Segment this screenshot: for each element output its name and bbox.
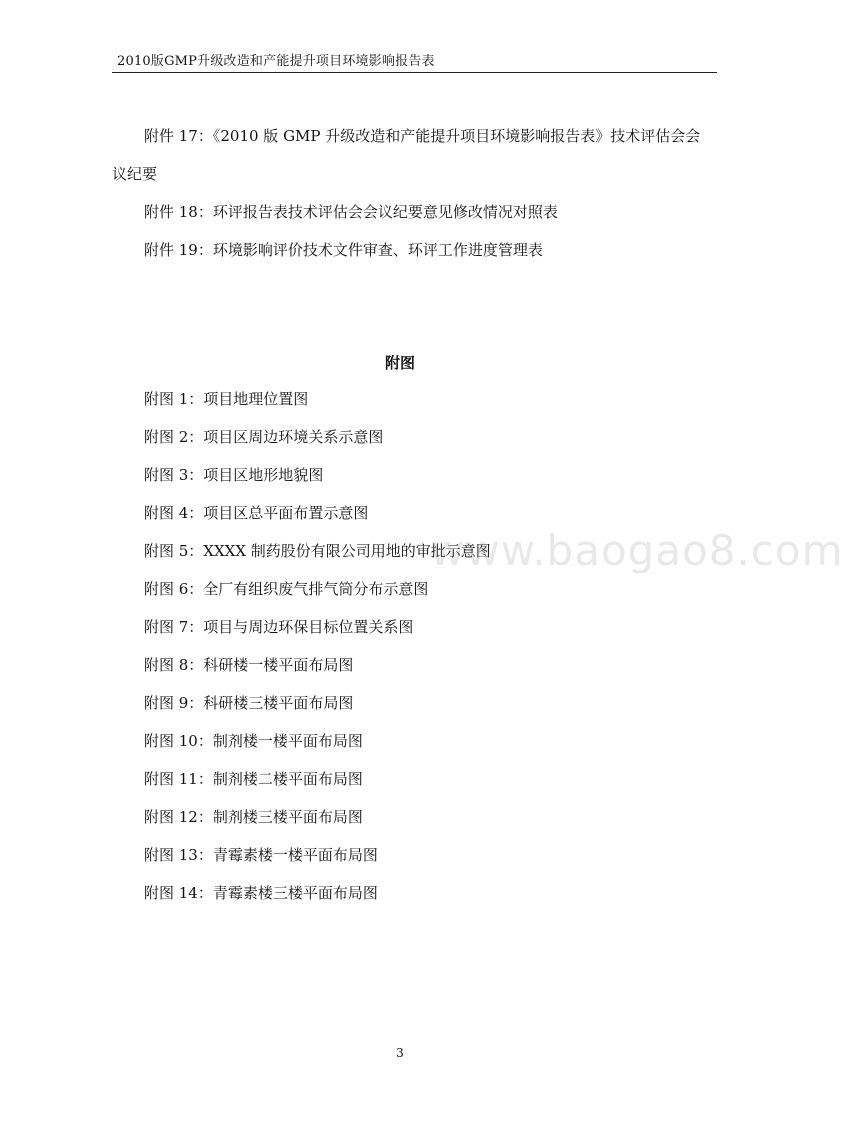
figure-item: 附图 9：科研楼三楼平面布局图	[144, 694, 354, 712]
page-number: 3	[396, 1046, 404, 1060]
figure-item: 附图 1：项目地理位置图	[144, 390, 309, 408]
watermark: www.baogao8.com	[430, 526, 844, 575]
figure-item: 附图 4：项目区总平面布置示意图	[144, 504, 369, 522]
figure-item: 附图 8：科研楼一楼平面布局图	[144, 656, 354, 674]
figure-item: 附图 5：XXXX 制药股份有限公司用地的审批示意图	[144, 542, 491, 560]
attachment-19: 附件 19：环境影响评价技术文件审查、环评工作进度管理表	[144, 241, 543, 259]
figure-item: 附图 10：制剂楼一楼平面布局图	[144, 732, 363, 750]
figure-item: 附图 14：青霉素楼三楼平面布局图	[144, 884, 378, 902]
attachment-18: 附件 18：环评报告表技术评估会会议纪要意见修改情况对照表	[144, 203, 558, 221]
figure-item: 附图 7：项目与周边环保目标位置关系图	[144, 618, 414, 636]
attachment-17-line2: 议纪要	[112, 165, 158, 183]
header-title: 2010版GMP升级改造和产能提升项目环境影响报告表	[117, 54, 435, 69]
header-divider	[112, 72, 717, 73]
figure-item: 附图 6：全厂有组织废气排气筒分布示意图	[144, 580, 429, 598]
figures-list	[144, 389, 491, 921]
figure-item: 附图 13：青霉素楼一楼平面布局图	[144, 846, 378, 864]
figure-item: 附图 2：项目区周边环境关系示意图	[144, 428, 384, 446]
figures-section-title: 附图	[384, 354, 415, 372]
figure-item: 附图 11：制剂楼二楼平面布局图	[144, 770, 363, 788]
attachment-17-line1: 附件 17：《2010 版 GMP 升级改造和产能提升项目环境影响报告表》技术评估会会	[144, 127, 701, 145]
figure-item: 附图 12：制剂楼三楼平面布局图	[144, 808, 363, 826]
figure-item: 附图 3：项目区地形地貌图	[144, 466, 324, 484]
